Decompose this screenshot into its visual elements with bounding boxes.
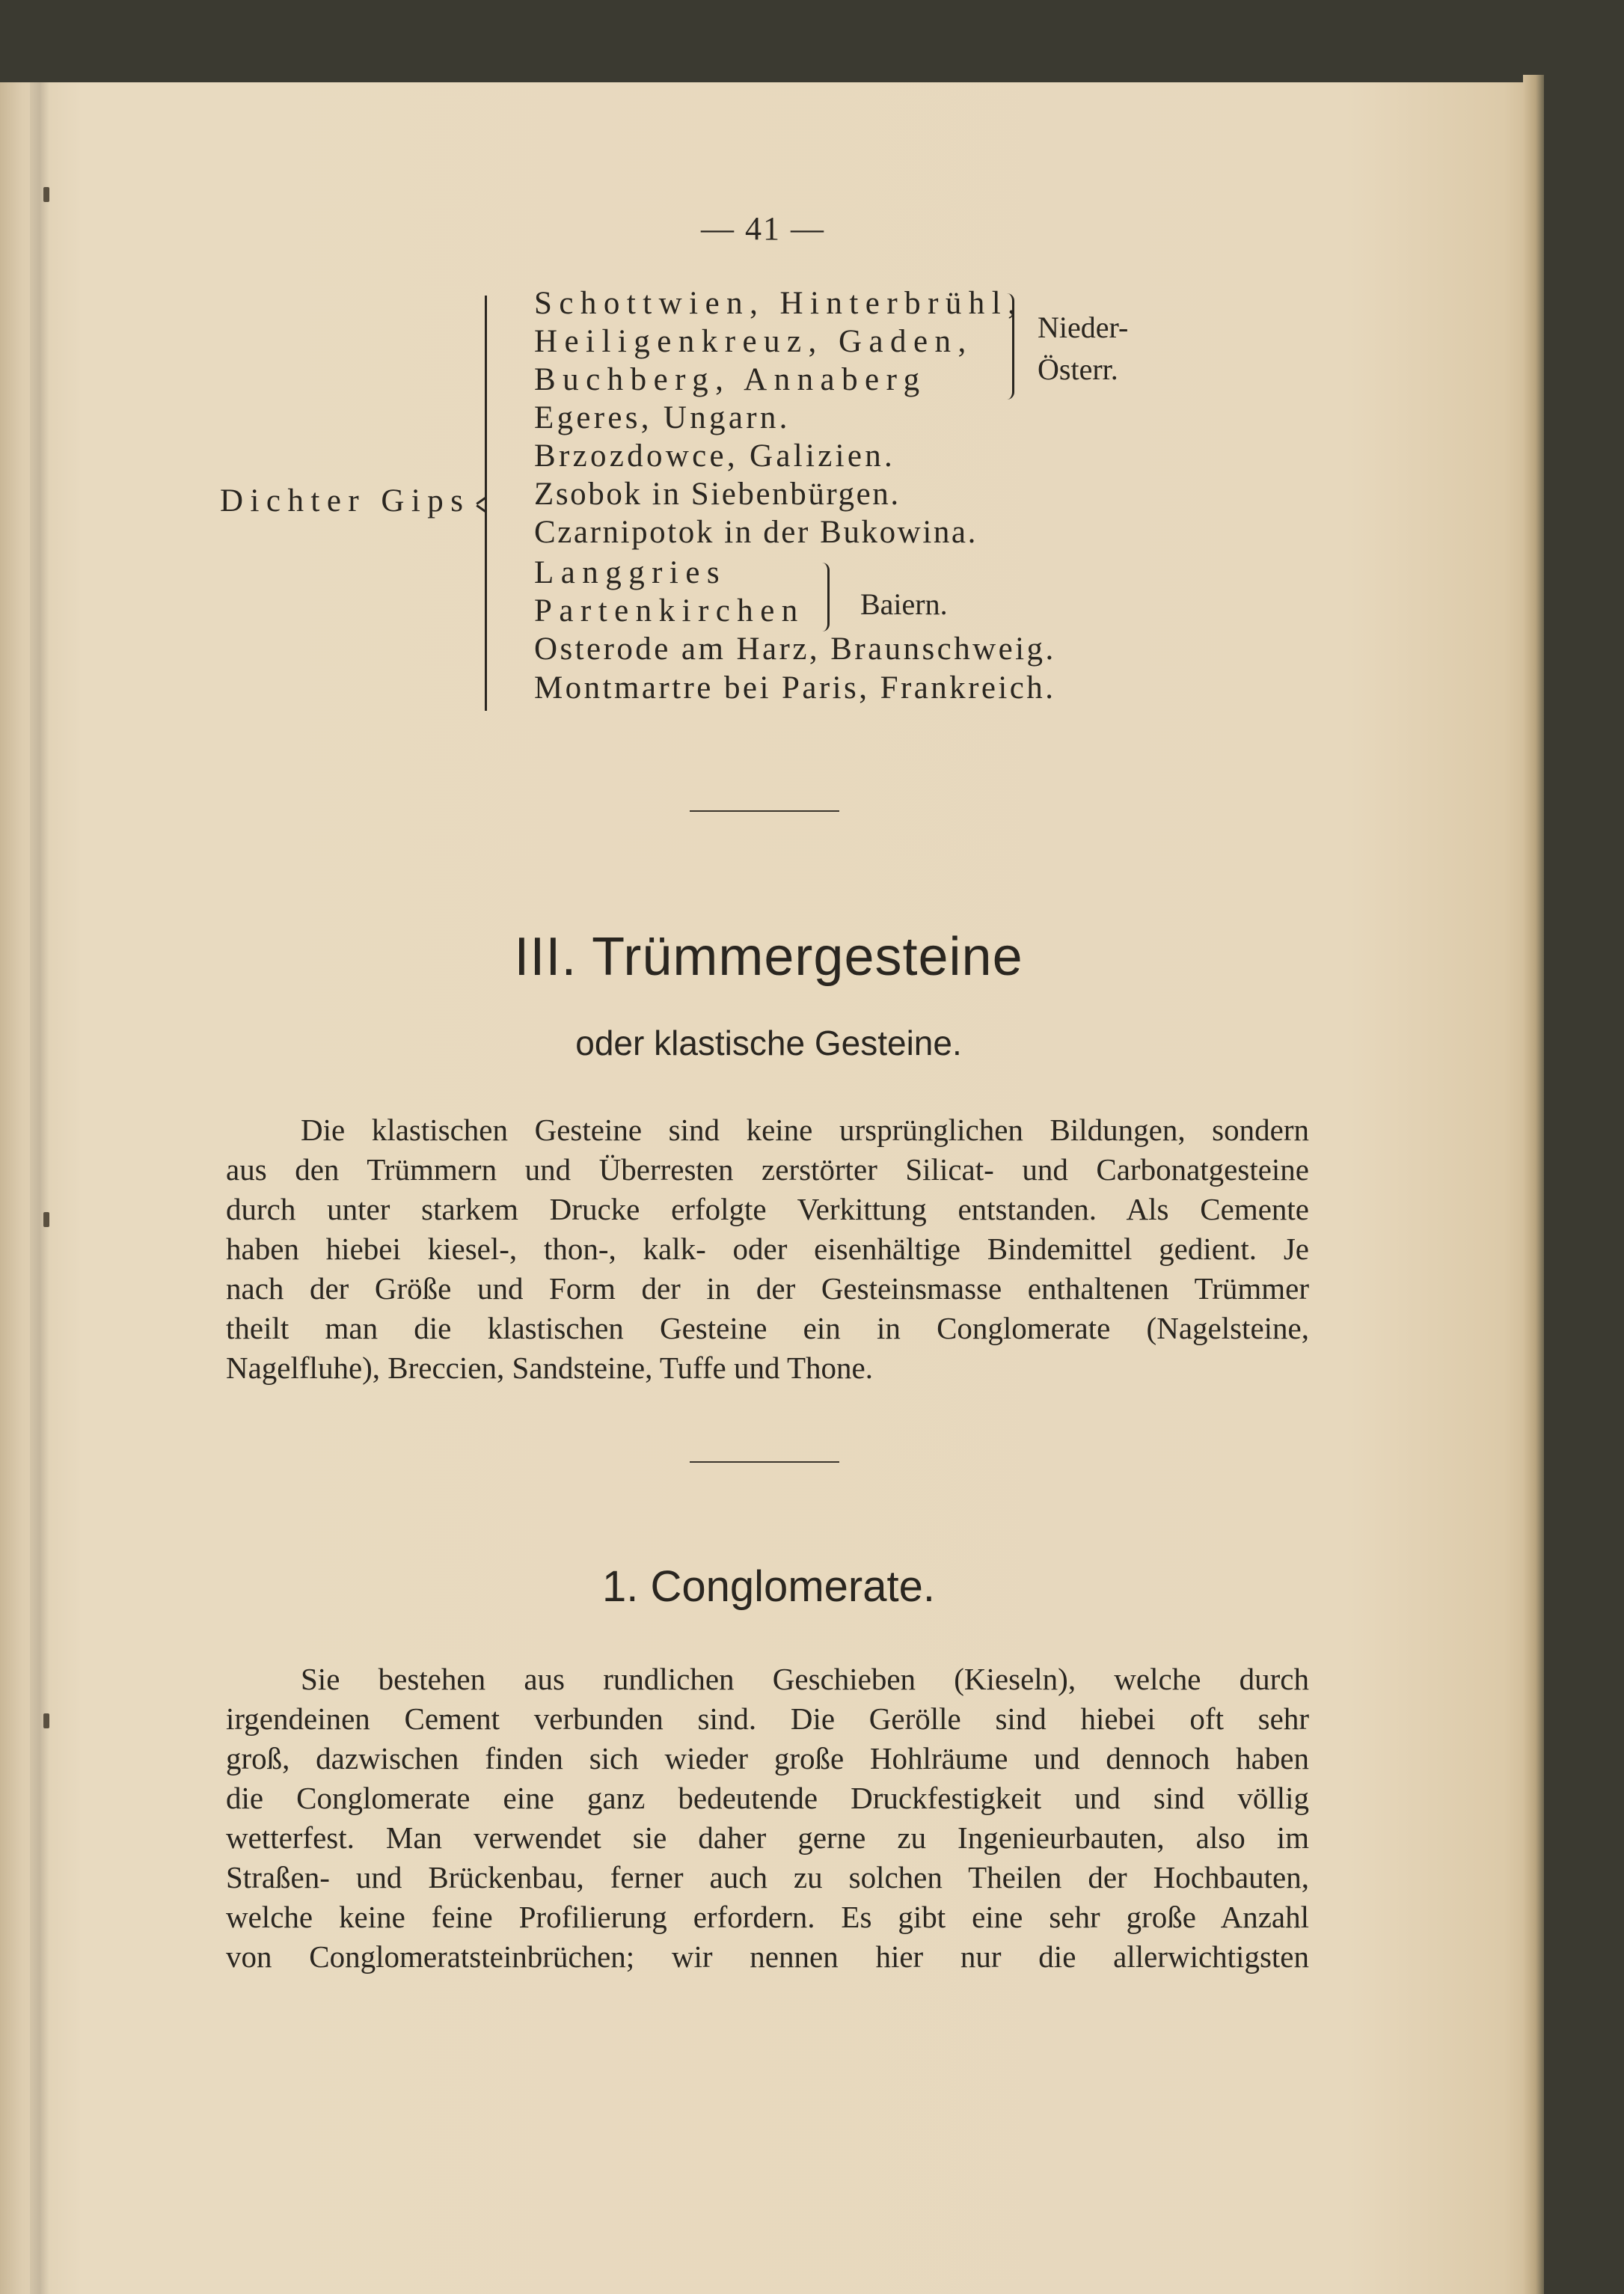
paragraph-line: nach der Größe und Form der in der Gesteinsmasse enthaltenen Trümmer	[226, 1271, 1309, 1306]
paragraph-line: Straßen- und Brückenbau, ferner auch zu solchen Theilen der Hochbauten,	[226, 1860, 1309, 1894]
gips-entry: Schottwien, Hinterbrühl,	[534, 286, 1023, 321]
paragraph-line: groß, dazwischen finden sich wieder große Hohlräume und dennoch haben	[226, 1741, 1309, 1775]
paragraph-line: Sie bestehen aus rundlichen Geschieben (Kieseln), welche durch	[301, 1662, 1309, 1696]
section-heading: III. Trümmergesteine	[514, 927, 1023, 987]
paragraph-line: haben hiebei kiesel-, thon-, kalk- oder eisenhältige Bindemittel gedient. Je	[226, 1232, 1309, 1266]
paragraph-line: theilt man die klastischen Gesteine ein in Conglomerate (Nagelsteine,	[226, 1311, 1309, 1345]
paragraph-line: von Conglomeratsteinbrüchen; wir nennen hier nur die allerwichtigsten	[226, 1939, 1309, 1974]
gips-entry: Brzozdowce, Galizien.	[534, 438, 896, 474]
subsection-heading: 1. Conglomerate.	[602, 1562, 935, 1611]
gips-entry: Egeres, Ungarn.	[534, 400, 791, 435]
page-number: — 41 —	[701, 210, 825, 247]
gips-entry: Langgries	[534, 555, 727, 590]
paragraph-line: welche keine feine Profilierung erfordern. Es gibt eine sehr große Anzahl	[226, 1900, 1309, 1934]
margin-mark	[43, 1212, 49, 1227]
gips-entry: Osterode am Harz, Braunschweig.	[534, 631, 1056, 667]
gips-label: Dichter Gips	[220, 483, 471, 519]
margin-mark	[43, 187, 49, 202]
group-noe-line1: Nieder-	[1038, 311, 1129, 344]
page-edge	[1523, 75, 1544, 2294]
paragraph-line: wetterfest. Man verwendet sie daher gerne zu Ingenieurbauten, also im	[226, 1820, 1309, 1855]
conglomerate-paragraph	[226, 1660, 1309, 1977]
divider-rule	[690, 1461, 839, 1463]
baiern-bracket	[821, 563, 830, 631]
group-baiern: Baiern.	[860, 587, 948, 621]
gips-entry: Czarnipotok in der Bukowina.	[534, 515, 978, 550]
divider-rule	[690, 810, 839, 812]
noe-bracket	[1006, 293, 1014, 400]
book-gutter	[30, 82, 49, 2294]
paragraph-line: aus den Trümmern und Überresten zerstörter Silicat- und Carbonatgesteine	[226, 1152, 1309, 1187]
paragraph-line: durch unter starkem Drucke erfolgte Verkittung entstanden. Als Cemente	[226, 1192, 1309, 1226]
margin-mark	[43, 1713, 49, 1728]
paragraph-line: irgendeinen Cement verbunden sind. Die Gerölle sind hiebei oft sehr	[226, 1701, 1309, 1736]
paragraph-line: Nagelfluhe), Breccien, Sandsteine, Tuffe und Thone.	[226, 1351, 873, 1385]
gips-brace	[485, 296, 487, 711]
group-noe-line2: Österr.	[1038, 352, 1118, 386]
gips-entry: Partenkirchen	[534, 593, 805, 628]
gips-entry: Zsobok in Siebenbürgen.	[534, 477, 901, 512]
intro-paragraph	[226, 1110, 1309, 1388]
gips-entry: Heiligenkreuz, Gaden,	[534, 324, 973, 359]
gips-entry: Buchberg, Annaberg	[534, 362, 927, 397]
paragraph-line: die Conglomerate eine ganz bedeutende Druckfestigkeit und sind völlig	[226, 1781, 1309, 1815]
gips-entry: Montmartre bei Paris, Frankreich.	[534, 670, 1056, 706]
paragraph-line: Die klastischen Gesteine sind keine ursprünglichen Bildungen, sondern	[301, 1113, 1309, 1147]
section-subheading: oder klastische Gesteine.	[575, 1024, 962, 1062]
